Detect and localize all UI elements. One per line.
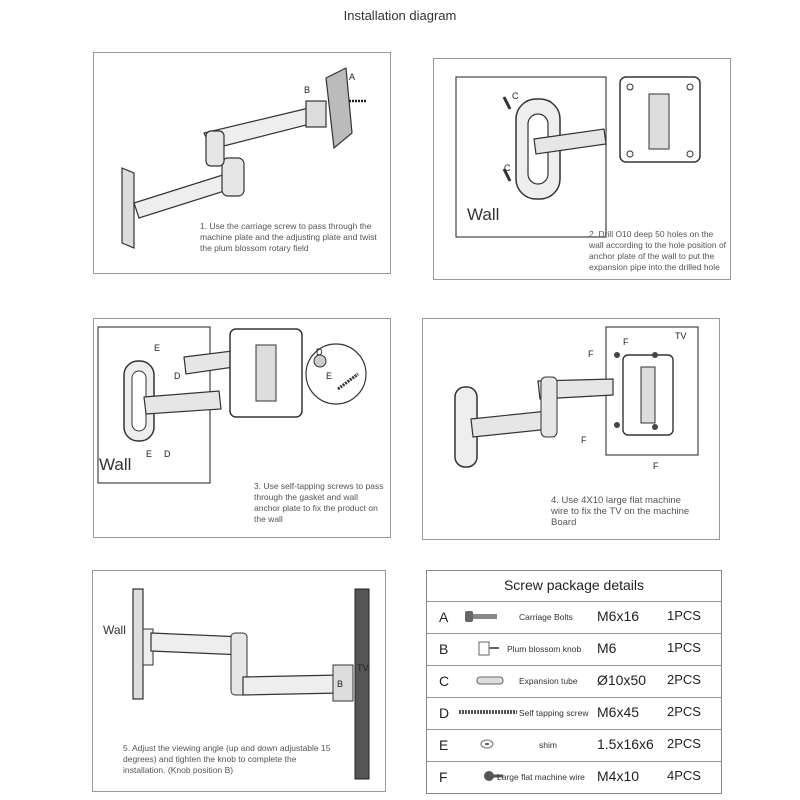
- step-2-wall-label: Wall: [467, 205, 500, 224]
- table-row: [427, 697, 721, 727]
- table-row: [427, 729, 721, 759]
- row-size: M4x10: [597, 768, 640, 784]
- label-b: B: [337, 679, 344, 689]
- step-5-wall-label: Wall: [103, 623, 126, 637]
- row-qty: 2PCS: [667, 672, 701, 687]
- self-tapping-screw-icon: [457, 704, 527, 721]
- step-1-caption: 1. Use the carriage screw to pass through the machine plate and the adjusting plate and twist the plum blossom rotary field: [200, 221, 377, 253]
- table-row: [427, 633, 721, 663]
- row-size: 1.5x16x6: [597, 736, 654, 752]
- row-qty: 1PCS: [667, 608, 701, 623]
- step-1-panel: [93, 52, 391, 274]
- row-qty: 4PCS: [667, 768, 701, 783]
- page-title: Installation diagram: [343, 8, 457, 23]
- row-size: M6x45: [597, 704, 640, 720]
- row-size: M6x16: [597, 608, 640, 624]
- row-letter: C: [439, 673, 450, 689]
- row-name: Carriage Bolts: [519, 612, 573, 622]
- step-4-panel: [422, 318, 720, 540]
- label-e-bottom: E: [146, 449, 153, 459]
- row-letter: F: [439, 769, 448, 785]
- row-name: shim: [539, 740, 557, 750]
- label-d-detail: D: [316, 347, 323, 357]
- step-2-caption: 2. Drill O10 deep 50 holes on the wall according to the hole position of anchor plate of the wall to put the expansion pipe into the drilled hole: [589, 229, 727, 272]
- table-row: [427, 665, 721, 695]
- row-letter: E: [439, 737, 449, 753]
- screw-package-table: [426, 570, 722, 794]
- row-qty: 2PCS: [667, 704, 701, 719]
- step-3-wall-label: Wall: [99, 455, 132, 474]
- row-name: Plum blossom knob: [507, 644, 582, 654]
- label-f-1: F: [588, 349, 594, 359]
- step-2-panel: [433, 58, 731, 280]
- step-5-panel: [92, 570, 386, 792]
- label-d-top: D: [174, 371, 181, 381]
- row-name: Expansion tube: [519, 676, 578, 686]
- label-c-top: C: [512, 91, 519, 101]
- label-f-3: F: [581, 435, 587, 445]
- label-a: A: [349, 72, 356, 82]
- label-b: B: [304, 85, 311, 95]
- label-e-top: E: [154, 343, 161, 353]
- label-f-4: F: [653, 461, 659, 471]
- label-f-2: F: [623, 337, 629, 347]
- row-name: Self tapping screw: [519, 708, 589, 718]
- row-size: Ø10x50: [597, 672, 647, 688]
- expansion-tube-icon: [457, 672, 527, 689]
- row-size: M6: [597, 640, 617, 656]
- label-e-detail: E: [326, 371, 333, 381]
- step-3-caption: 3. Use self-tapping screws to pass through the gasket and wall anchor plate to fix the product on the wall: [254, 481, 384, 524]
- row-qty: 1PCS: [667, 640, 701, 655]
- label-tv: TV: [675, 331, 687, 341]
- row-letter: B: [439, 641, 449, 657]
- step-5-caption: 5. Adjust the viewing angle (up and down adjustable 15 degrees) and tighten the knob to complete the installation. (Knob position B): [123, 743, 331, 775]
- row-letter: D: [439, 705, 450, 721]
- row-qty: 2PCS: [667, 736, 701, 751]
- row-letter: A: [439, 609, 449, 625]
- label-tv: TV: [357, 663, 369, 673]
- row-name: Large flat machine wire: [497, 772, 585, 782]
- table-row: [427, 601, 721, 631]
- shim-icon: [457, 736, 527, 753]
- step-3-panel: [93, 318, 391, 538]
- carriage-bolt-icon: [457, 608, 527, 625]
- step-4-caption: 4. Use 4X10 large flat machine wire to fix the TV on the machine Board: [551, 495, 690, 528]
- label-d-bottom: D: [164, 449, 171, 459]
- label-c-bottom: C: [504, 163, 511, 173]
- table-row: [427, 761, 721, 791]
- table-title: Screw package details: [503, 577, 645, 593]
